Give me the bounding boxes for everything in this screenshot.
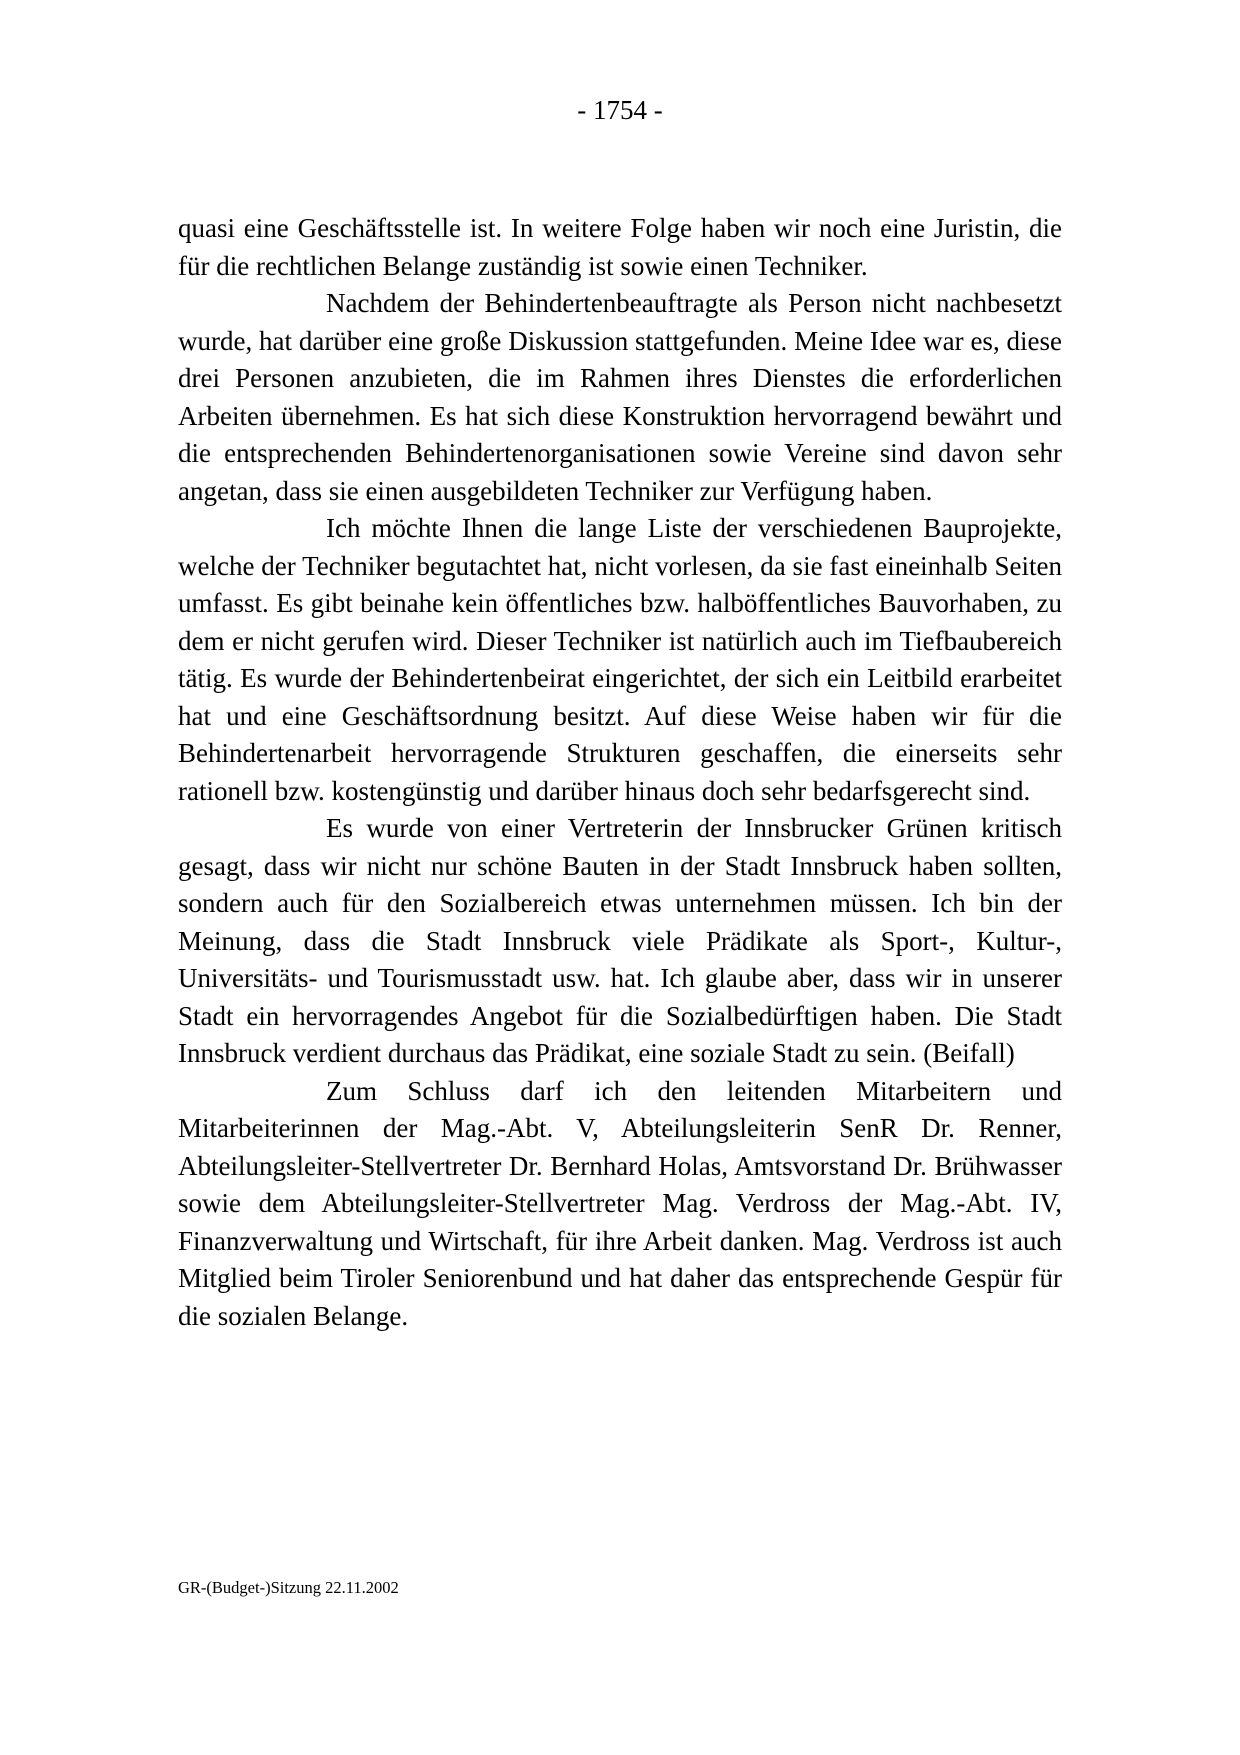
- paragraph-5: Zum Schluss darf ich den leitenden Mitarbeitern und Mitarbeiterinnen der Mag.-Abt. V, Abteilungsleiterin SenR Dr. Renner, Abteilungsleiter-Stellvertreter Dr. Bernhard Holas, Amtsvorstand Dr. Brühwasser sowie dem Abteilungsleiter-Stellvertreter Mag. Verdross der Mag.-Abt. IV, Finanzverwaltung und Wirtschaft, für ihre Arbeit danken. Mag. Verdross ist auch Mitglied beim Tiroler Seniorenbund und hat daher das entsprechende Gespür für die sozialen Belange.: [178, 1075, 1062, 1331]
- footer-session-info: GR-(Budget-)Sitzung 22.11.2002: [178, 1578, 399, 1597]
- paragraph-1: quasi eine Geschäftsstelle ist. In weitere Folge haben wir noch eine Juristin, die für die rechtlichen Belange zuständig ist sowie einen Techniker.: [178, 213, 1062, 281]
- paragraph-4: Es wurde von einer Vertreterin der Innsbrucker Grünen kritisch gesagt, dass wir nicht nur schöne Bauten in der Stadt Innsbruck haben sollten, sondern auch für den Sozialbereich etwas unternehmen müssen. Ich bin der Meinung, dass die Stadt Innsbruck viele Prädikate als Sport-, Kultur-, Universitäts- und Tourismusstadt usw. hat. Ich glaube aber, dass wir in unserer Stadt ein hervorragendes Angebot für die Sozialbedürftigen haben. Die Stadt Innsbruck verdient durchaus das Prädikat, eine soziale Stadt zu sein. (Beifall): [178, 813, 1062, 1068]
- document-body: [178, 210, 1062, 1335]
- paragraph-2: Nachdem der Behindertenbeauftragte als Person nicht nachbesetzt wurde, hat darüber eine große Diskussion stattgefunden. Meine Idee war es, diese drei Personen anzubieten, die im Rahmen ihres Dienstes die erforderlichen Arbeiten übernehmen. Es hat sich diese Konstruktion hervorragend bewährt und die entsprechenden Behindertenorganisationen sowie Vereine sind davon sehr angetan, dass sie einen ausgebildeten Techniker zur Verfügung haben.: [178, 288, 1062, 506]
- page-number: - 1754 -: [577, 95, 663, 125]
- paragraph-3: Ich möchte Ihnen die lange Liste der verschiedenen Bauprojekte, welche der Techniker begutachtet hat, nicht vorlesen, da sie fast eineinhalb Seiten umfasst. Es gibt beinahe kein öffentliches bzw. halböffentliches Bauvorhaben, zu dem er nicht gerufen wird. Dieser Techniker ist natürlich auch im Tiefbaubereich tätig. Es wurde der Behindertenbeirat eingerichtet, der sich ein Leitbild erarbeitet hat und eine Geschäftsordnung besitzt. Auf diese Weise haben wir für die Behindertenarbeit hervorragende Strukturen geschaffen, die einerseits sehr rationell bzw. kostengünstig und darüber hinaus doch sehr bedarfsgerecht sind.: [178, 513, 1062, 806]
